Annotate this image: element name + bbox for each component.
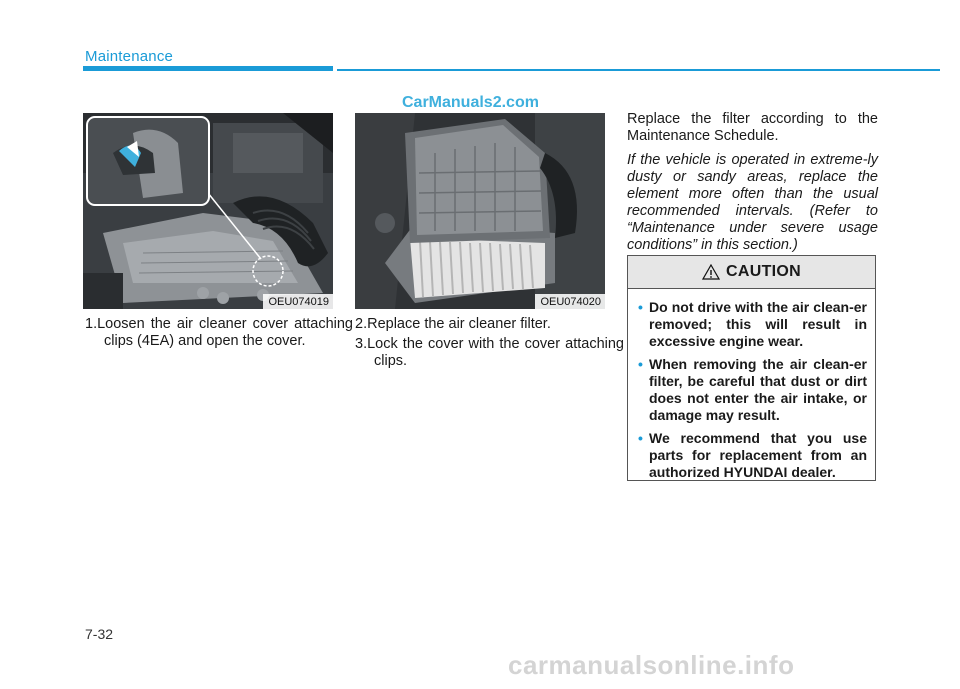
caution-title: CAUTION [726,263,801,280]
step-text: Lock the cover with the cover attaching clips. [367,336,624,369]
replace-filter-paragraph: Replace the filter according to the Maintenance Schedule. [627,111,878,144]
figure-code-label: OEU074019 [263,294,333,309]
caution-item-text: When removing the air clean-er filter, be careful that dust or dirt does not enter the air intake, or damage may result. [649,356,867,423]
step-3 [355,336,624,370]
header-rule-thick [83,66,333,71]
step-text: Replace the air cleaner filter. [367,316,551,332]
caution-item [638,430,867,481]
caution-item [638,299,867,350]
air-filter-illustration [355,113,605,309]
caution-item [638,356,867,424]
step-number: 1. [85,316,98,332]
watermark-top[interactable]: CarManuals2.com [402,94,539,111]
bullet-icon: • [638,430,643,446]
step-1 [85,316,353,350]
step-number: 2. [355,316,368,332]
step-number: 3. [355,336,368,352]
engine-photo-illustration [83,113,333,309]
figure-air-cleaner-clips [83,113,333,309]
section-title: Maintenance [85,48,174,65]
caution-header [628,256,875,289]
figure-air-filter-replacement [355,113,605,309]
caution-item-text: We recommend that you use parts for replacement from an authorized HYUNDAI dealer. [649,430,867,480]
bullet-icon: • [638,299,643,315]
caution-list [628,289,875,481]
caution-box [627,255,876,481]
warning-triangle-icon [702,264,720,280]
figure-code-label: OEU074020 [535,294,605,309]
header-rule-thin [337,69,940,71]
caution-item-text: Do not drive with the air clean-er removed; this will result in excessive engine wear. [649,299,867,349]
bullet-icon: • [638,356,643,372]
watermark-bottom[interactable]: carmanualsonline.info [508,650,795,680]
step-2 [355,316,624,333]
page-number: 7-32 [85,626,114,642]
step-text: Loosen the air cleaner cover attaching clips (4EA) and open the cover. [97,316,353,349]
severe-conditions-note: If the vehicle is operated in extreme-ly dusty or sandy areas, replace the element more often than the usual recommended intervals. (Refer to “Maintenance under severe usage conditions” in this section.) [627,152,878,253]
